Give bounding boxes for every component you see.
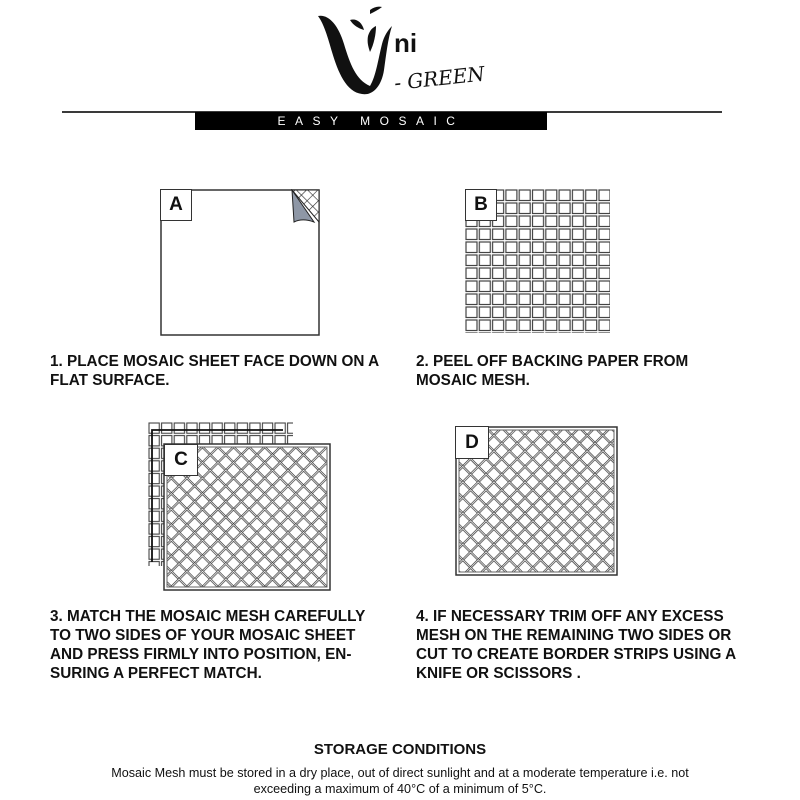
svg-text:- GREEN: - GREEN <box>392 61 486 95</box>
svg-text:ni: ni <box>394 28 418 58</box>
logo-icon <box>312 4 492 96</box>
banner-title <box>195 112 547 130</box>
step-label-c: C <box>164 444 198 476</box>
step-1-text: 1. PLACE MOSAIC SHEET FACE DOWN ON A FLAT SURFACE. <box>50 353 380 389</box>
figure-a <box>160 189 320 337</box>
figure-c <box>148 422 332 592</box>
step-label-a: A <box>160 189 192 221</box>
figure-d <box>455 426 618 576</box>
step-label-d: D <box>455 426 489 459</box>
step-label-b: B <box>465 189 497 221</box>
uni-green-logo <box>312 4 492 96</box>
storage-title: STORAGE CONDITIONS <box>313 741 487 758</box>
step-2-text: 2. PEEL OFF BACKING PAPER FROM MOSAIC MESH. <box>416 353 689 389</box>
step-3-text: 3. MATCH THE MOSAIC MESH CAREFULLY TO TWO SIDES OF YOUR MOSAIC SHEET AND PRESS FIRMLY INTO POSITION, EN- SURING A PERFECT MATCH. <box>50 608 366 682</box>
storage-body: Mosaic Mesh must be stored in a dry place, out of direct sunlight and at a moderate temperature i.e. not exceeding a maximum of 40°C of a minimum of 5°C. <box>111 766 689 796</box>
banner-title-text: EASY MOSAIC <box>277 114 465 128</box>
figure-b <box>465 189 610 333</box>
step-4-text: 4. IF NECESSARY TRIM OFF ANY EXCESS MESH ON THE REMAINING TWO SIDES OR CUT TO CREATE BORDER STRIPS USING A KNIFE OR SCISSORS . <box>416 608 737 682</box>
